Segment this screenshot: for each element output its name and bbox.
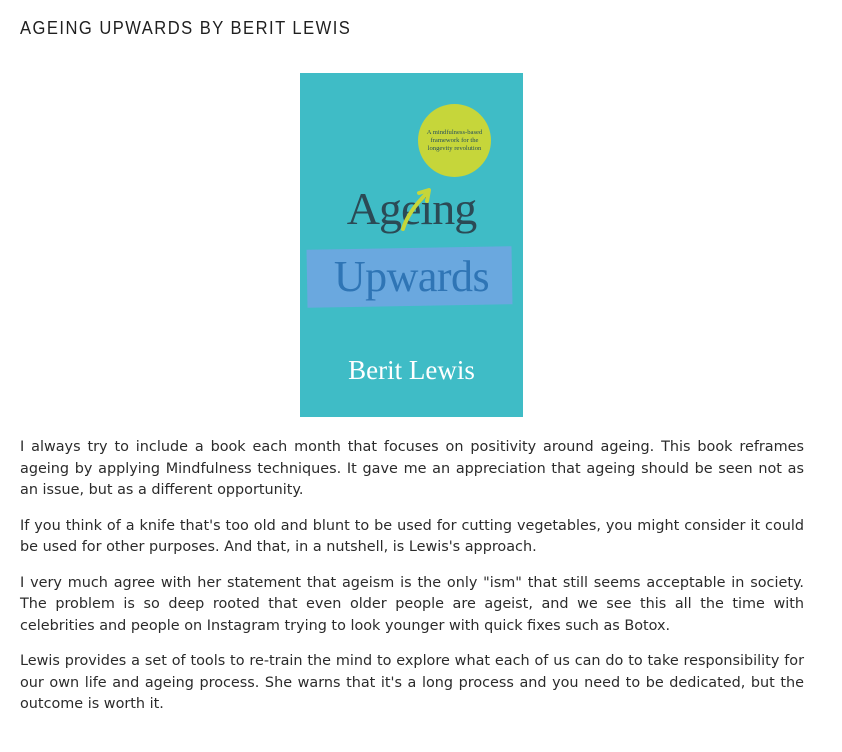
book-cover	[300, 73, 523, 417]
book-cover-image	[300, 73, 523, 417]
paragraph: I very much agree with her statement that ageism is the only "ism" that still seems acceptable in society. The problem is so deep rooted that even older people are ageist, and we see this all the time with celebrities and people on Instagram trying to look younger with quick fixes such as Botox.	[20, 574, 804, 634]
paragraph: I always try to include a book each month that focuses on positivity around ageing. This book reframes ageing by applying Mindfulness techniques. It gave me an appreciation that ageing should be seen not as an issue, but as a different opportunity.	[20, 439, 804, 498]
article-body	[20, 437, 804, 730]
page-title: AGEING UPWARDS BY BERIT LEWIS	[20, 18, 352, 38]
cover-author: Berit Lewis	[348, 355, 475, 385]
article	[20, 0, 804, 712]
cover-title-ageing: Ageing	[346, 183, 477, 234]
cover-badge	[418, 104, 491, 177]
paragraph: If you think of a knife that's too old and blunt to be used for cutting vegetables, you might consider it could be used for other purposes. And that, in a nutshell, is Lewis's approach.	[20, 517, 804, 555]
cover-badge-text: A mindfulness-based framework for the longevity revolution	[426, 128, 483, 152]
upward-arrow-icon	[397, 185, 437, 233]
paragraph: Lewis provides a set of tools to re-train the mind to explore what each of us can do to take responsibility for our own life and ageing process. She warns that it's a long process and you need to be dedicated, but the outcome is worth it.	[20, 653, 804, 712]
cover-title-upwards: Upwards	[333, 252, 490, 301]
